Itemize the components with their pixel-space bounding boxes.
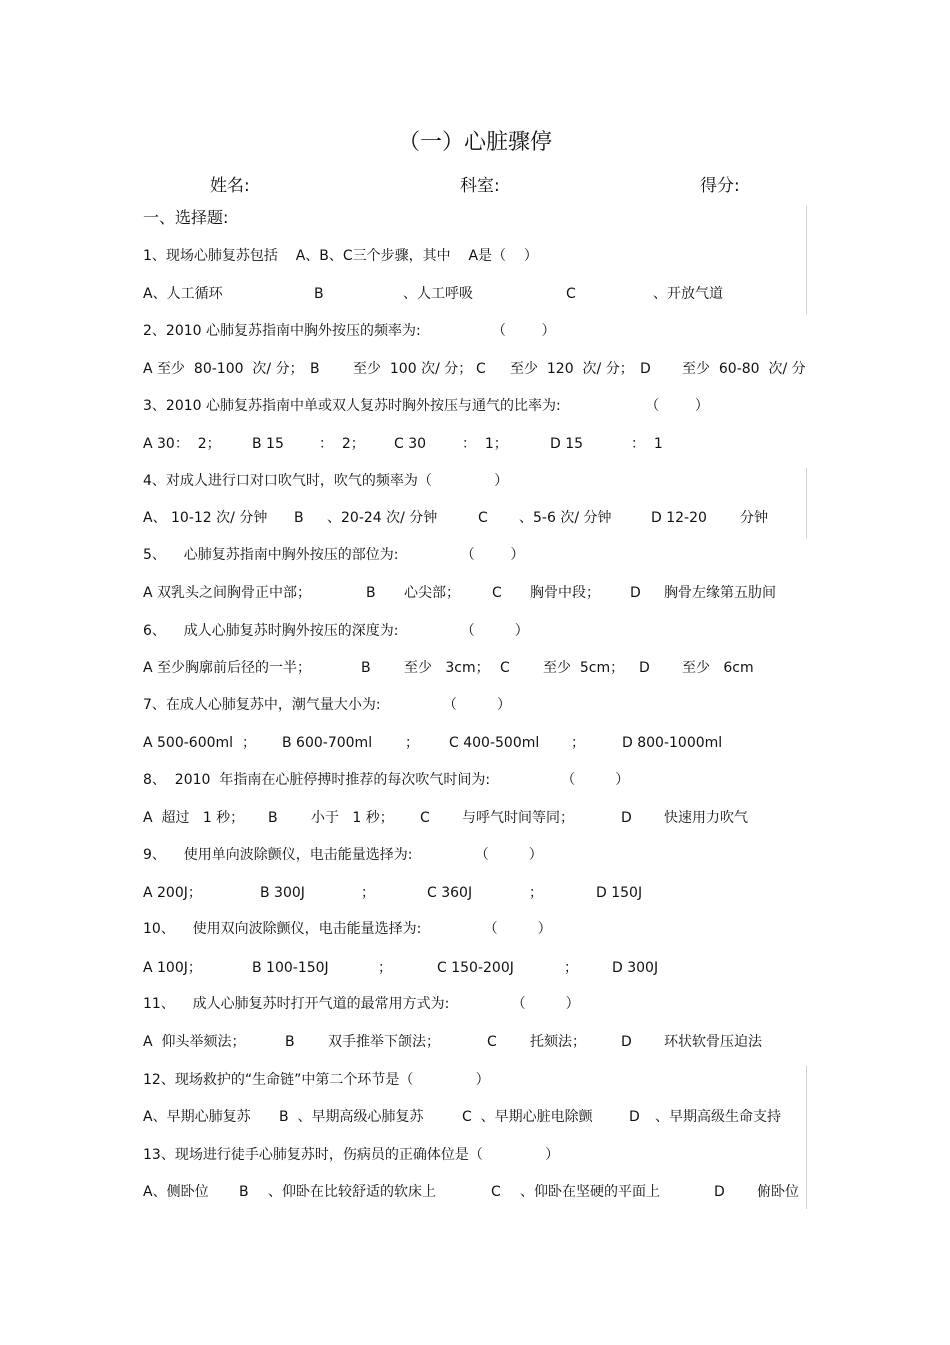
option-a: A 至少胸廓前后径的一半；: [143, 660, 312, 676]
question-text: 9、 使用单向波除颤仪，电击能量选择为: （ ）: [143, 847, 543, 863]
option-d: D: [640, 361, 651, 377]
option-c: C 400-500ml: [449, 735, 540, 751]
option-b-text: 、仰卧在比较舒适的软床上: [268, 1184, 436, 1200]
question-text: 5、 心肺复苏指南中胸外按压的部位为: （ ）: [143, 547, 525, 563]
option-d: D: [639, 660, 650, 676]
option-a: A 至少 80-100 次/ 分；: [143, 361, 304, 377]
option-a: A、侧卧位: [143, 1184, 209, 1200]
option-c-text: 至少 5cm；: [543, 660, 625, 676]
option-b: B 600-700ml: [282, 735, 373, 751]
question-text: 11、 成人心肺复苏时打开气道的最常用方式为: （ ）: [143, 996, 580, 1012]
option-c-text: 至少 120 次/ 分；: [510, 361, 634, 377]
option-c: C 360J: [427, 885, 473, 901]
option-d-text: 环状软骨压迫法: [664, 1034, 762, 1050]
option-b: B 、早期高级心肺复苏: [279, 1109, 424, 1125]
option-d: D: [714, 1184, 725, 1200]
option-a: A 100J；: [143, 960, 202, 976]
option-d-ratio: ： 1: [631, 436, 663, 452]
question-text: 4、对成人进行口对口吹气时，吹气的频率为（ ）: [143, 473, 509, 489]
section-heading: 一、选择题:: [143, 208, 229, 227]
option-b: B: [294, 510, 304, 526]
option-c: C: [487, 1034, 497, 1050]
option-c-ratio: ： 1；: [462, 436, 508, 452]
option-b: B 15: [252, 436, 284, 452]
option-c: C: [492, 585, 502, 601]
option-b: B: [361, 660, 371, 676]
name-label: 姓名:: [210, 176, 250, 196]
option-a: A 200J；: [143, 885, 202, 901]
option-separator: ；: [361, 885, 375, 901]
option-d-text: 俯卧位: [757, 1184, 799, 1200]
option-d: D: [630, 585, 641, 601]
option-b-text: 双手推举下颌法；: [328, 1034, 440, 1050]
option-b: B: [310, 361, 320, 377]
option-b-text: 至少 100 次/ 分；: [353, 361, 473, 377]
question-text: 8、 2010 年指南在心脏停搏时推荐的每次吹气时间为: （ ）: [143, 772, 630, 788]
option-d: D 12-20: [651, 510, 707, 526]
question-text: 6、 成人心肺复苏时胸外按压的深度为: （ ）: [143, 623, 529, 639]
page-rule: [806, 1066, 807, 1209]
option-separator: ；: [378, 960, 392, 976]
option-d: D: [621, 810, 632, 826]
department-label: 科室:: [460, 176, 500, 196]
option-a: A 双乳头之间胸骨正中部；: [143, 585, 312, 601]
option-a: A 30： 2；: [143, 436, 221, 452]
option-b: B 300J: [260, 885, 305, 901]
question-text: 1、现场心肺复苏包括 A、B、C三个步骤，其中 A是（ ）: [143, 248, 538, 264]
option-b-text: 、人工呼吸: [403, 286, 473, 302]
option-d: D 800-1000ml: [622, 735, 723, 751]
option-c: C 150-200J: [437, 960, 514, 976]
option-separator: ；: [571, 735, 585, 751]
option-a: A、 10-12 次/ 分钟: [143, 510, 268, 526]
score-label: 得分:: [700, 176, 740, 196]
option-c: C: [478, 510, 488, 526]
option-d: D 15: [550, 436, 584, 452]
page-rule: [806, 206, 807, 314]
option-a: A、人工循环: [143, 286, 223, 302]
option-d-text: 至少 6cm: [682, 660, 754, 676]
option-d-text: 、早期高级生命支持: [655, 1109, 781, 1125]
question-text: 7、在成人心肺复苏中，潮气量大小为: （ ）: [143, 697, 511, 713]
option-b: B 100-150J: [252, 960, 329, 976]
option-d-text: 至少 60-80 次/ 分: [682, 361, 806, 377]
option-b-text: 心尖部；: [404, 585, 460, 601]
option-c-text: 、开放气道: [653, 286, 723, 302]
option-a: A 500-600ml ；: [143, 735, 256, 751]
question-text: 10、 使用双向波除颤仪，电击能量选择为: （ ）: [143, 921, 552, 937]
option-c: C: [566, 286, 576, 302]
option-b: B: [366, 585, 376, 601]
option-c: C: [420, 810, 430, 826]
option-a: A、早期心肺复苏: [143, 1109, 251, 1125]
option-d: D: [621, 1034, 632, 1050]
option-d-text: 快速用力吹气: [664, 810, 748, 826]
option-separator: ；: [405, 735, 419, 751]
option-b: B: [314, 286, 324, 302]
option-b-text: 至少 3cm；: [404, 660, 490, 676]
option-b-text: 、20-24 次/ 分钟: [327, 510, 438, 526]
answer-options: [143, 1182, 799, 1342]
document-title: （一）心脏骤停: [397, 130, 552, 155]
option-separator: ；: [529, 885, 543, 901]
option-c: C 、早期心脏电除颤: [462, 1109, 593, 1125]
option-d-text: 胸骨左缘第五肋间: [664, 585, 776, 601]
question-text: 3、2010 心肺复苏指南中单或双人复苏时胸外按压与通气的比率为: （ ）: [143, 398, 709, 414]
option-c-text: 、5-6 次/ 分钟: [519, 510, 612, 526]
option-d-unit: 分钟: [740, 510, 768, 526]
question-text: 2、2010 心肺复苏指南中胸外按压的频率为: （ ）: [143, 323, 556, 339]
page-rule: [806, 468, 807, 538]
option-c: C 30: [394, 436, 427, 452]
question-text: 13、现场进行徒手心肺复苏时，伤病员的正确体位是（ ）: [143, 1147, 560, 1163]
option-c-text: 托颏法；: [530, 1034, 586, 1050]
option-c-text: 胸骨中段；: [530, 585, 600, 601]
option-d: D: [629, 1109, 640, 1125]
option-c: C: [500, 660, 510, 676]
option-c: C: [491, 1184, 501, 1200]
option-c-text: 与呼气时间等同；: [462, 810, 574, 826]
option-separator: ；: [564, 960, 578, 976]
question-text: 12、现场救护的“生命链”中第二个环节是（ ）: [143, 1072, 490, 1088]
option-a: A 超过 1 秒；: [143, 810, 245, 826]
option-d: D 300J: [612, 960, 659, 976]
option-b: B: [268, 810, 278, 826]
option-d: D 150J: [596, 885, 643, 901]
option-c: C: [476, 361, 486, 377]
option-b-text: 小于 1 秒；: [311, 810, 394, 826]
option-b: B: [285, 1034, 295, 1050]
option-b-ratio: ： 2；: [319, 436, 365, 452]
option-b: B: [239, 1184, 249, 1200]
option-c-text: 、仰卧在坚硬的平面上: [520, 1184, 660, 1200]
option-a: A 仰头举颏法；: [143, 1034, 246, 1050]
